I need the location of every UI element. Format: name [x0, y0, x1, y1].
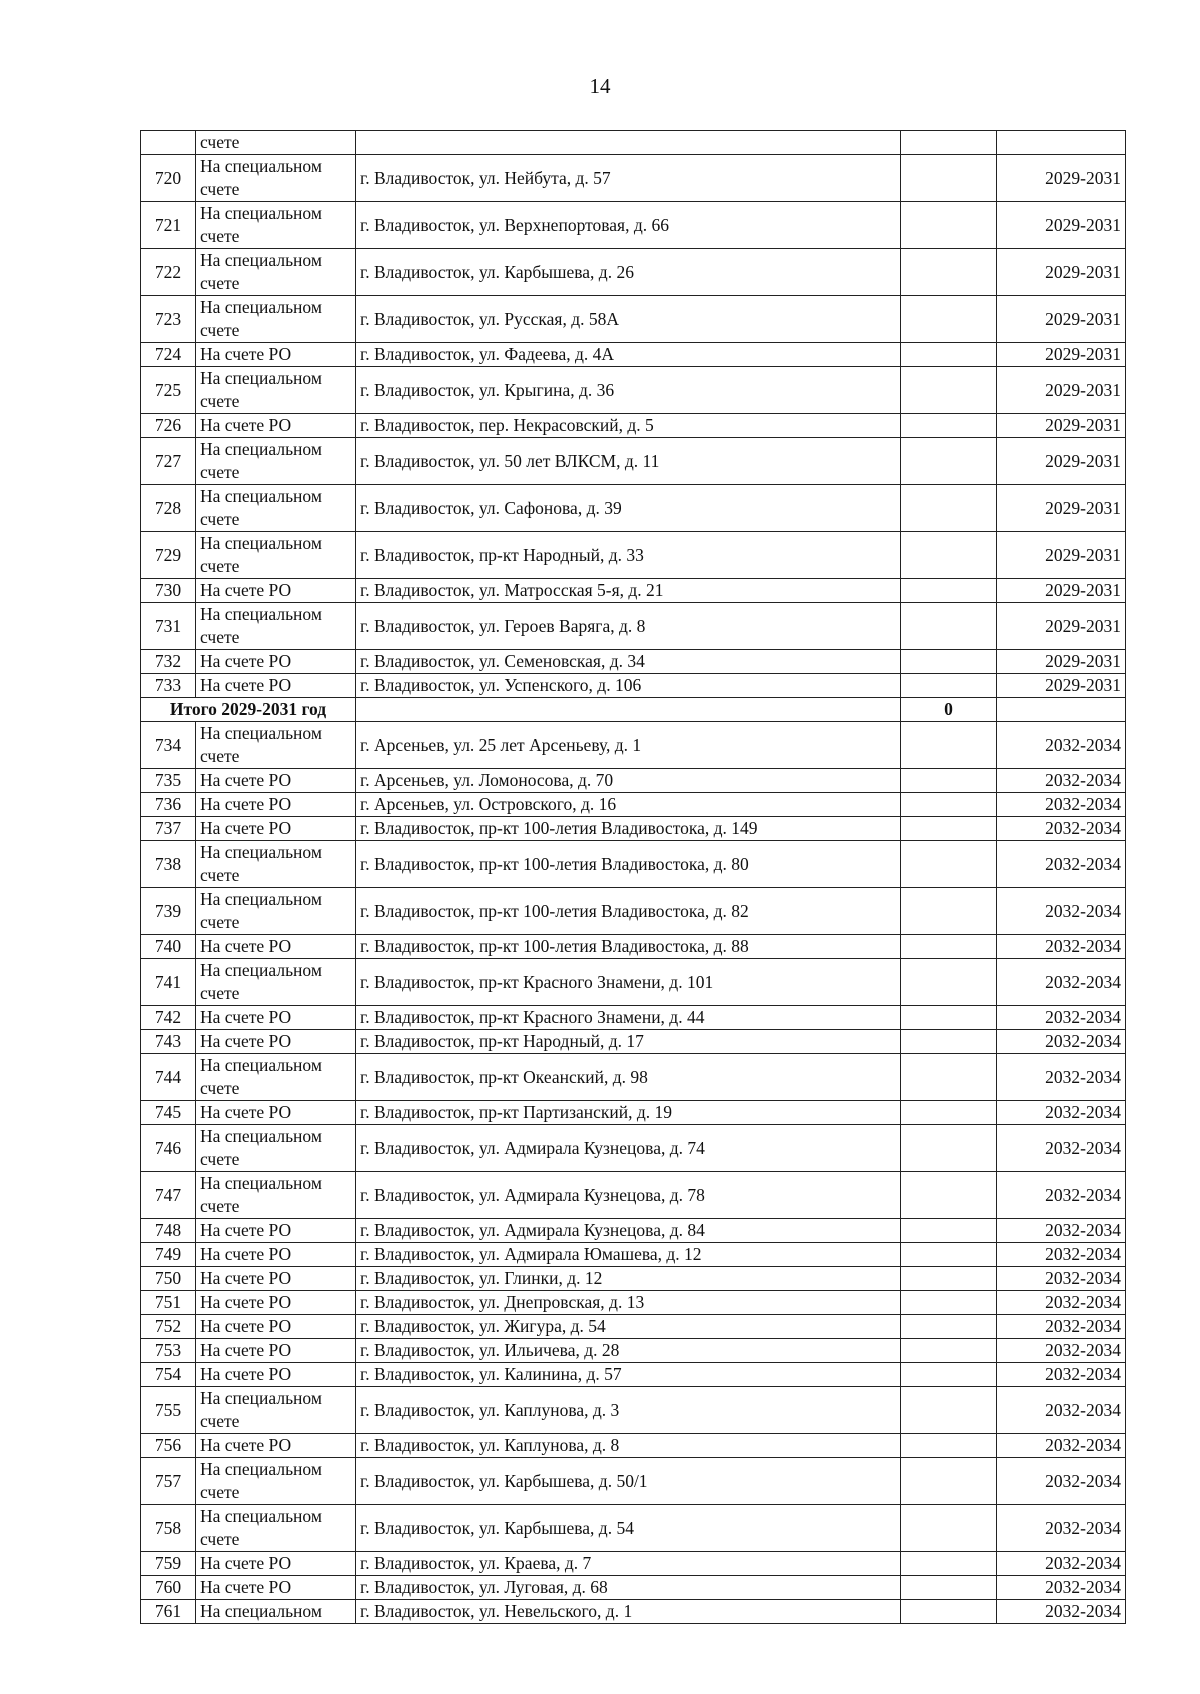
period: 2032-2034	[997, 1291, 1126, 1315]
amount	[901, 841, 997, 888]
row-number: 722	[141, 249, 196, 296]
subtotal-value: 0	[901, 698, 997, 722]
amount	[901, 959, 997, 1006]
address	[356, 698, 901, 722]
address: г. Владивосток, пр-кт Красного Знамени, д. 44	[356, 1006, 901, 1030]
period	[997, 698, 1126, 722]
fund-method: На специальном счете	[196, 1458, 356, 1505]
address: г. Владивосток, пр-кт 100-летия Владивостока, д. 88	[356, 935, 901, 959]
period: 2029-2031	[997, 674, 1126, 698]
period: 2032-2034	[997, 1505, 1126, 1552]
fund-method: На счете РО	[196, 1101, 356, 1125]
period: 2032-2034	[997, 1458, 1126, 1505]
address: г. Арсеньев, ул. 25 лет Арсеньеву, д. 1	[356, 722, 901, 769]
fund-method: На счете РО	[196, 1552, 356, 1576]
address: г. Владивосток, пр-кт 100-летия Владивостока, д. 80	[356, 841, 901, 888]
fund-method: На специальном счете	[196, 367, 356, 414]
amount	[901, 249, 997, 296]
table-row	[141, 414, 1126, 438]
row-number: 735	[141, 769, 196, 793]
address: г. Владивосток, ул. Верхнепортовая, д. 66	[356, 202, 901, 249]
row-number: 760	[141, 1576, 196, 1600]
period: 2032-2034	[997, 935, 1126, 959]
period: 2032-2034	[997, 1101, 1126, 1125]
amount	[901, 155, 997, 202]
housing-repair-register-table	[140, 130, 1126, 1624]
address: г. Владивосток, ул. Адмирала Кузнецова, д. 74	[356, 1125, 901, 1172]
address: г. Владивосток, пр-кт Океанский, д. 98	[356, 1054, 901, 1101]
period: 2032-2034	[997, 1434, 1126, 1458]
fund-method: На специальном счете	[196, 959, 356, 1006]
table-row	[141, 485, 1126, 532]
fund-method: На счете РО	[196, 1006, 356, 1030]
row-number: 747	[141, 1172, 196, 1219]
fund-method: На специальном счете	[196, 841, 356, 888]
fund-method: На счете РО	[196, 1030, 356, 1054]
amount	[901, 1291, 997, 1315]
period: 2032-2034	[997, 1219, 1126, 1243]
address: г. Владивосток, ул. Калинина, д. 57	[356, 1363, 901, 1387]
address: г. Владивосток, ул. 50 лет ВЛКСМ, д. 11	[356, 438, 901, 485]
address: г. Владивосток, пр-кт 100-летия Владивостока, д. 149	[356, 817, 901, 841]
amount	[901, 650, 997, 674]
period: 2032-2034	[997, 1576, 1126, 1600]
row-number: 759	[141, 1552, 196, 1576]
row-number: 725	[141, 367, 196, 414]
address: г. Владивосток, ул. Каплунова, д. 3	[356, 1387, 901, 1434]
table-row	[141, 603, 1126, 650]
fund-method: На счете РО	[196, 579, 356, 603]
period: 2032-2034	[997, 1387, 1126, 1434]
period	[997, 131, 1126, 155]
amount	[901, 1552, 997, 1576]
amount	[901, 532, 997, 579]
address: г. Владивосток, ул. Луговая, д. 68	[356, 1576, 901, 1600]
table-row	[141, 650, 1126, 674]
address: г. Владивосток, пр-кт Партизанский, д. 19	[356, 1101, 901, 1125]
amount	[901, 1600, 997, 1624]
row-number: 761	[141, 1600, 196, 1624]
row-number: 750	[141, 1267, 196, 1291]
table-row	[141, 1552, 1126, 1576]
table-row	[141, 1339, 1126, 1363]
row-number: 745	[141, 1101, 196, 1125]
amount	[901, 769, 997, 793]
address: г. Владивосток, ул. Глинки, д. 12	[356, 1267, 901, 1291]
period: 2032-2034	[997, 1006, 1126, 1030]
fund-method: На специальном счете	[196, 1505, 356, 1552]
row-number: 731	[141, 603, 196, 650]
fund-method: На специальном счете	[196, 1054, 356, 1101]
fund-method: На специальном счете	[196, 1125, 356, 1172]
table-row	[141, 1243, 1126, 1267]
amount	[901, 1243, 997, 1267]
period: 2029-2031	[997, 367, 1126, 414]
table-row	[141, 674, 1126, 698]
address: г. Владивосток, ул. Карбышева, д. 54	[356, 1505, 901, 1552]
row-number: 729	[141, 532, 196, 579]
fund-method: На специальном счете	[196, 296, 356, 343]
row-number: 751	[141, 1291, 196, 1315]
period: 2032-2034	[997, 769, 1126, 793]
table-row	[141, 1125, 1126, 1172]
amount	[901, 603, 997, 650]
fund-method: На счете РО	[196, 1339, 356, 1363]
table-row	[141, 1458, 1126, 1505]
address: г. Владивосток, пр-кт Народный, д. 33	[356, 532, 901, 579]
table-row	[141, 343, 1126, 367]
table-row	[141, 722, 1126, 769]
table-row	[141, 817, 1126, 841]
period: 2032-2034	[997, 793, 1126, 817]
period: 2032-2034	[997, 1267, 1126, 1291]
period: 2029-2031	[997, 650, 1126, 674]
row-number	[141, 131, 196, 155]
row-number: 723	[141, 296, 196, 343]
table-row	[141, 1505, 1126, 1552]
table-row	[141, 532, 1126, 579]
table-row	[141, 959, 1126, 1006]
period: 2032-2034	[997, 1552, 1126, 1576]
address: г. Владивосток, ул. Героев Варяга, д. 8	[356, 603, 901, 650]
amount	[901, 1030, 997, 1054]
fund-method: На счете РО	[196, 817, 356, 841]
period: 2029-2031	[997, 532, 1126, 579]
period: 2029-2031	[997, 155, 1126, 202]
address: г. Владивосток, ул. Карбышева, д. 50/1	[356, 1458, 901, 1505]
table-row	[141, 1006, 1126, 1030]
amount	[901, 1505, 997, 1552]
amount	[901, 579, 997, 603]
table-row	[141, 249, 1126, 296]
period: 2032-2034	[997, 1030, 1126, 1054]
period: 2029-2031	[997, 603, 1126, 650]
row-number: 727	[141, 438, 196, 485]
fund-method: На счете РО	[196, 1291, 356, 1315]
amount	[901, 1219, 997, 1243]
row-number: 734	[141, 722, 196, 769]
fund-method: На счете РО	[196, 793, 356, 817]
amount	[901, 1101, 997, 1125]
address: г. Владивосток, ул. Жигура, д. 54	[356, 1315, 901, 1339]
table-row	[141, 1267, 1126, 1291]
period: 2032-2034	[997, 1600, 1126, 1624]
table-row	[141, 438, 1126, 485]
period: 2032-2034	[997, 1315, 1126, 1339]
amount	[901, 1434, 997, 1458]
address: г. Владивосток, ул. Русская, д. 58А	[356, 296, 901, 343]
amount	[901, 438, 997, 485]
amount	[901, 367, 997, 414]
table-row	[141, 1315, 1126, 1339]
row-number: 741	[141, 959, 196, 1006]
address: г. Владивосток, пр-кт 100-летия Владивостока, д. 82	[356, 888, 901, 935]
row-number: 757	[141, 1458, 196, 1505]
fund-method: На счете РО	[196, 1363, 356, 1387]
fund-method: На специальном счете	[196, 438, 356, 485]
table-row	[141, 202, 1126, 249]
fund-method: На счете РО	[196, 1576, 356, 1600]
address: г. Владивосток, ул. Фадеева, д. 4А	[356, 343, 901, 367]
table-row	[141, 1576, 1126, 1600]
address: г. Владивосток, ул. Ильичева, д. 28	[356, 1339, 901, 1363]
row-number: 736	[141, 793, 196, 817]
period: 2032-2034	[997, 1172, 1126, 1219]
address: г. Владивосток, ул. Невельского, д. 1	[356, 1600, 901, 1624]
address: г. Владивосток, ул. Краева, д. 7	[356, 1552, 901, 1576]
row-number: 720	[141, 155, 196, 202]
subtotal-row	[141, 698, 1126, 722]
table-row	[141, 769, 1126, 793]
amount	[901, 1125, 997, 1172]
address: г. Владивосток, ул. Крыгина, д. 36	[356, 367, 901, 414]
period: 2032-2034	[997, 959, 1126, 1006]
address: г. Владивосток, ул. Днепровская, д. 13	[356, 1291, 901, 1315]
fund-method: На специальном счете	[196, 249, 356, 296]
amount	[901, 817, 997, 841]
fund-method: На счете РО	[196, 343, 356, 367]
row-number: 749	[141, 1243, 196, 1267]
table-row	[141, 155, 1126, 202]
row-number: 738	[141, 841, 196, 888]
amount	[901, 1458, 997, 1505]
row-number: 748	[141, 1219, 196, 1243]
row-number: 737	[141, 817, 196, 841]
amount	[901, 1054, 997, 1101]
fund-method: На специальном счете	[196, 888, 356, 935]
amount	[901, 1267, 997, 1291]
row-number: 739	[141, 888, 196, 935]
table-row	[141, 1434, 1126, 1458]
fund-method: На счете РО	[196, 1315, 356, 1339]
period: 2032-2034	[997, 722, 1126, 769]
address: г. Владивосток, пер. Некрасовский, д. 5	[356, 414, 901, 438]
row-number: 728	[141, 485, 196, 532]
address: г. Владивосток, ул. Адмирала Кузнецова, д. 84	[356, 1219, 901, 1243]
amount	[901, 485, 997, 532]
fund-method: На счете РО	[196, 935, 356, 959]
table-row	[141, 296, 1126, 343]
amount	[901, 414, 997, 438]
address: г. Владивосток, ул. Каплунова, д. 8	[356, 1434, 901, 1458]
period: 2029-2031	[997, 296, 1126, 343]
row-number: 733	[141, 674, 196, 698]
amount	[901, 793, 997, 817]
amount	[901, 1172, 997, 1219]
register-table-body	[141, 131, 1126, 1624]
amount	[901, 296, 997, 343]
row-number: 730	[141, 579, 196, 603]
table-row	[141, 1101, 1126, 1125]
fund-method: счете	[196, 131, 356, 155]
fund-method: На специальном счете	[196, 722, 356, 769]
table-row	[141, 841, 1126, 888]
table-row	[141, 1363, 1126, 1387]
row-number: 756	[141, 1434, 196, 1458]
table-row	[141, 1054, 1126, 1101]
address: г. Арсеньев, ул. Островского, д. 16	[356, 793, 901, 817]
amount	[901, 1339, 997, 1363]
fund-method: На счете РО	[196, 1243, 356, 1267]
row-number: 724	[141, 343, 196, 367]
subtotal-label: Итого 2029-2031 год	[141, 698, 356, 722]
period: 2032-2034	[997, 1125, 1126, 1172]
row-number: 743	[141, 1030, 196, 1054]
row-number: 721	[141, 202, 196, 249]
period: 2032-2034	[997, 888, 1126, 935]
amount	[901, 1387, 997, 1434]
address: г. Владивосток, ул. Семеновская, д. 34	[356, 650, 901, 674]
period: 2032-2034	[997, 817, 1126, 841]
row-number: 753	[141, 1339, 196, 1363]
amount	[901, 1363, 997, 1387]
fund-method: На счете РО	[196, 1219, 356, 1243]
row-number: 732	[141, 650, 196, 674]
address: г. Владивосток, ул. Карбышева, д. 26	[356, 249, 901, 296]
amount	[901, 722, 997, 769]
fund-method: На специальном счете	[196, 603, 356, 650]
address: г. Арсеньев, ул. Ломоносова, д. 70	[356, 769, 901, 793]
row-number: 740	[141, 935, 196, 959]
table-row	[141, 793, 1126, 817]
amount	[901, 202, 997, 249]
address	[356, 131, 901, 155]
period: 2029-2031	[997, 579, 1126, 603]
table-row	[141, 1172, 1126, 1219]
amount	[901, 1006, 997, 1030]
amount	[901, 674, 997, 698]
address: г. Владивосток, ул. Адмирала Кузнецова, д. 78	[356, 1172, 901, 1219]
period: 2032-2034	[997, 1363, 1126, 1387]
fund-method: На специальном счете	[196, 202, 356, 249]
address: г. Владивосток, ул. Сафонова, д. 39	[356, 485, 901, 532]
page-number: 14	[589, 74, 611, 98]
period: 2029-2031	[997, 202, 1126, 249]
fund-method: На счете РО	[196, 650, 356, 674]
address: г. Владивосток, пр-кт Народный, д. 17	[356, 1030, 901, 1054]
amount	[901, 1576, 997, 1600]
period: 2029-2031	[997, 249, 1126, 296]
table-row	[141, 888, 1126, 935]
table-row	[141, 367, 1126, 414]
amount	[901, 888, 997, 935]
table-row	[141, 1219, 1126, 1243]
address: г. Владивосток, ул. Нейбута, д. 57	[356, 155, 901, 202]
row-number: 752	[141, 1315, 196, 1339]
fund-method: На специальном счете	[196, 532, 356, 579]
row-number: 755	[141, 1387, 196, 1434]
address: г. Владивосток, пр-кт Красного Знамени, д. 101	[356, 959, 901, 1006]
table-row	[141, 935, 1126, 959]
row-number: 726	[141, 414, 196, 438]
table-row	[141, 579, 1126, 603]
amount	[901, 131, 997, 155]
period: 2029-2031	[997, 485, 1126, 532]
address: г. Владивосток, ул. Успенского, д. 106	[356, 674, 901, 698]
fund-method: На специальном счете	[196, 1172, 356, 1219]
fund-method: На счете РО	[196, 674, 356, 698]
address: г. Владивосток, ул. Матросская 5-я, д. 21	[356, 579, 901, 603]
period: 2032-2034	[997, 1054, 1126, 1101]
address: г. Владивосток, ул. Адмирала Юмашева, д. 12	[356, 1243, 901, 1267]
row-number: 744	[141, 1054, 196, 1101]
amount	[901, 1315, 997, 1339]
fund-method: На счете РО	[196, 1434, 356, 1458]
fund-method: На специальном счете	[196, 485, 356, 532]
row-number: 746	[141, 1125, 196, 1172]
table-row	[141, 1387, 1126, 1434]
fund-method: На специальном счете	[196, 155, 356, 202]
continuation-row	[141, 131, 1126, 155]
fund-method: На счете РО	[196, 1267, 356, 1291]
period: 2032-2034	[997, 841, 1126, 888]
fund-method: На специальном счете	[196, 1387, 356, 1434]
table-row	[141, 1600, 1126, 1624]
fund-method: На счете РО	[196, 414, 356, 438]
fund-method: На счете РО	[196, 769, 356, 793]
row-number: 758	[141, 1505, 196, 1552]
period: 2029-2031	[997, 343, 1126, 367]
table-row	[141, 1030, 1126, 1054]
table-row	[141, 1291, 1126, 1315]
period: 2032-2034	[997, 1339, 1126, 1363]
period: 2029-2031	[997, 414, 1126, 438]
row-number: 754	[141, 1363, 196, 1387]
period: 2032-2034	[997, 1243, 1126, 1267]
fund-method: На специальном	[196, 1600, 356, 1624]
amount	[901, 935, 997, 959]
period: 2029-2031	[997, 438, 1126, 485]
row-number: 742	[141, 1006, 196, 1030]
amount	[901, 343, 997, 367]
